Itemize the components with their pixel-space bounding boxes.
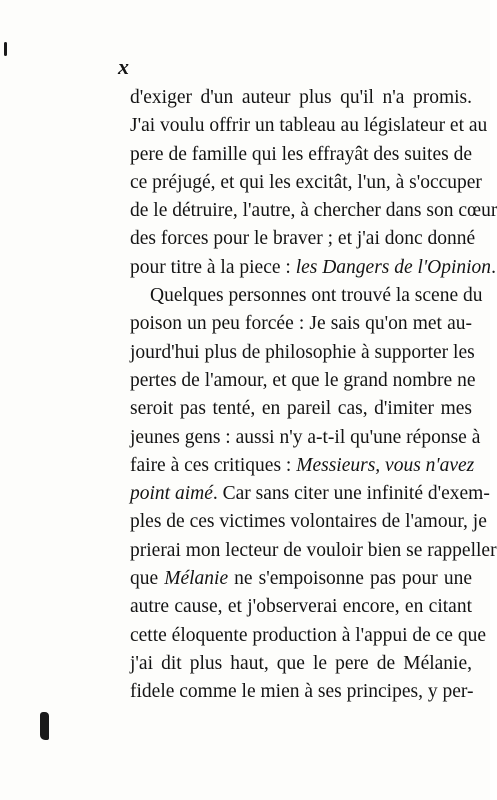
- paragraph-2: [130, 282, 497, 706]
- text-line: J'ai voulu offrir un tableau au législateur et au: [130, 115, 488, 137]
- italic-name: Mélanie: [164, 568, 229, 590]
- text-line: [130, 565, 472, 593]
- text-line: jeunes gens : aussi n'y a-t-il qu'une réponse à: [130, 426, 481, 448]
- text-line: d'exiger d'un auteur plus qu'il n'a promis.: [130, 87, 472, 108]
- line-text: que: [130, 568, 165, 590]
- text-line: [130, 452, 475, 480]
- text-line: pere de famille qui les effrayât des suites de: [130, 143, 472, 165]
- line-text: pour titre à la piece :: [130, 256, 296, 278]
- text-line: jourd'hui plus de philosophie à supporter les: [130, 341, 475, 363]
- line-text: ne s'empoisonne pas pour une: [228, 568, 473, 590]
- text-line: [130, 254, 496, 282]
- text-line: ce préjugé, et qui les excitât, l'un, à s'occuper: [130, 171, 482, 193]
- line-text: faire à ces critiques :: [130, 454, 297, 476]
- text-line: pertes de l'amour, et que le grand nombre ne: [130, 369, 476, 391]
- text-line: seroit pas tenté, en pareil cas, d'imiter mes: [130, 398, 472, 420]
- text-line: cette éloquente production à l'appui de ce que: [130, 624, 486, 646]
- text-line: [130, 480, 490, 508]
- text-line: fidele comme le mien à ses principes, y per-: [130, 681, 474, 703]
- page-number: x: [118, 54, 129, 79]
- text-line: poison un peu forcée : Je sais qu'on met au-: [130, 313, 472, 335]
- paragraph-1: [130, 84, 497, 282]
- italic-phrase: Messieurs, vous n'avez: [296, 454, 475, 476]
- text-line: autre cause, et j'observerai encore, en citant: [130, 596, 472, 618]
- line-text: .: [491, 256, 496, 278]
- text-line: j'ai dit plus haut, que le pere de Mélanie,: [130, 652, 472, 674]
- text-line: de le détruire, l'autre, à chercher dans son cœur: [130, 200, 497, 222]
- text-line: prierai mon lecteur de vouloir bien se rappeller: [130, 539, 497, 561]
- text-line: Quelques personnes ont trouvé la scene du: [150, 285, 483, 307]
- text-line: ples de ces victimes volontaires de l'amour, je: [130, 511, 487, 533]
- play-title: les Dangers de l'Opinion: [295, 256, 492, 278]
- text-line: des forces pour le braver ; et j'ai donc donné: [130, 228, 476, 250]
- margin-ink-blot: [40, 712, 49, 740]
- line-text: . Car sans citer une infinité d'exem-: [212, 483, 490, 505]
- italic-phrase: point aimé: [130, 483, 213, 505]
- body-text: [130, 84, 497, 707]
- margin-ink-mark: [4, 42, 7, 56]
